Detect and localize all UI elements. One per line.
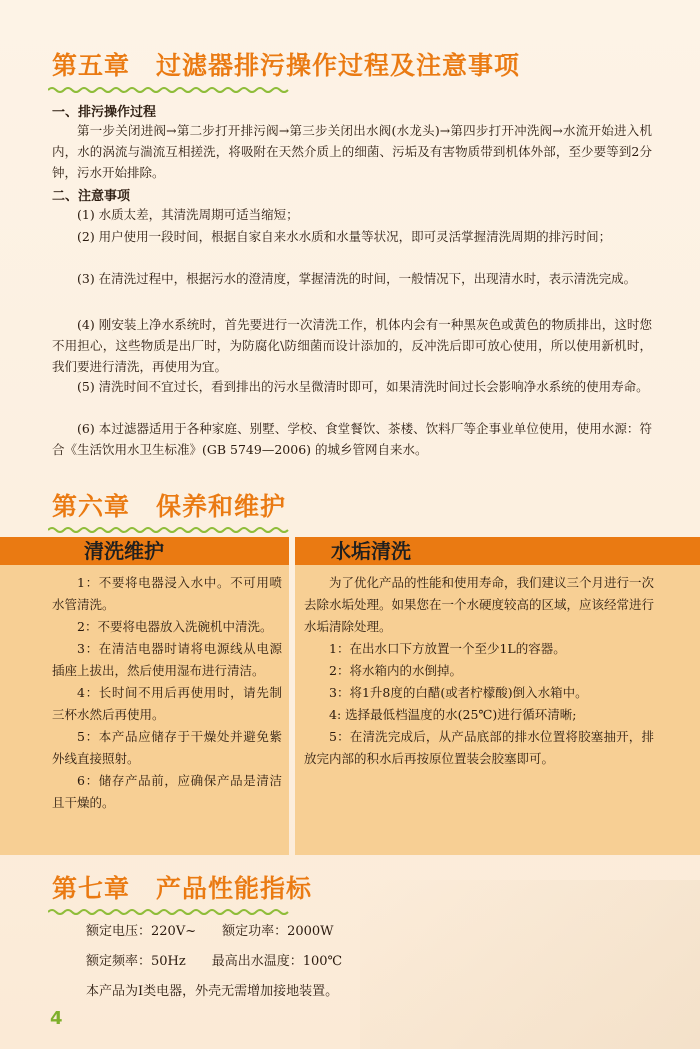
list-item: 4: 选择最低档温度的水(25℃)进行循环清晰; xyxy=(329,707,577,722)
chapter7-title: 第七章 产品性能指标 xyxy=(52,874,313,903)
section-drain-process-heading: 一、排污操作过程 xyxy=(52,105,157,120)
section-notes-heading: 二、注意事项 xyxy=(52,189,131,204)
note-item: (2) 用户使用一段时间，根据自家自来水水质和水量等状况，即可灵活掌握清洗周期的排污时间； xyxy=(77,229,612,244)
chapter6-title: 第六章 保养和维护 xyxy=(52,492,287,521)
list-item: 1：不要将电器浸入水中。不可用喷水管清洗。 xyxy=(52,575,282,612)
descaling-title: 水垢清洗 xyxy=(331,539,411,563)
chapter6-wave-divider xyxy=(48,526,294,534)
spec-frequency-temperature: 额定频率：50Hz 最高出水温度：100℃ xyxy=(86,954,343,969)
list-item: 5：在清洗完成后，从产品底部的排水位置将胶塞抽开，排放完内部的积水后再按原位置装会胶塞即可。 xyxy=(304,729,654,766)
list-item: 为了优化产品的性能和使用寿命，我们建议三个月进行一次去除水垢处理。如果您在一个水硬度较高的区域，应该经常进行水垢清除处理。 xyxy=(304,575,655,634)
background-decoration xyxy=(360,880,700,1049)
list-item: 3：在清洁电器时请将电源线从电源插座上拔出，然后使用湿布进行清洁。 xyxy=(52,641,282,678)
list-item: 3：将1升8度的白醋(或者柠檬酸)倒入水箱中。 xyxy=(329,685,588,700)
note-item: (4) 刚安装上净水系统时，首先要进行一次清洗工作，机体内会有一种黑灰色或黄色的物质排出，这时您不用担心，这些物质是出厂时，为防腐化\防细菌而设计添加的，反冲洗后即可放心使用，所以使用新机时，我们要进行清洗，再使用为宜。 xyxy=(52,317,652,374)
cleaning-maintenance-list xyxy=(52,572,282,814)
note-item: (5) 清洗时间不宜过长，看到排出的污水呈微清时即可，如果清洗时间过长会影响净水系统的使用寿命。 xyxy=(77,379,649,394)
note-item: (6) 本过滤器适用于各种家庭、别墅、学校、食堂餐饮、茶楼、饮料厂等企事业单位使用，使用水源：符合《生活饮用水卫生标准》(GB 5749—2006) 的城乡管网自来水。 xyxy=(52,421,652,457)
spec-electrical-class: 本产品为Ⅰ类电器，外壳无需增加接地装置。 xyxy=(86,984,339,999)
list-item: 5：本产品应储存于干燥处并避免紫外线直接照射。 xyxy=(52,729,282,766)
chapter5-title: 第五章 过滤器排污操作过程及注意事项 xyxy=(52,51,521,80)
chapter5-wave-divider xyxy=(48,86,294,94)
chapter7-wave-divider xyxy=(48,908,294,916)
spec-voltage-power: 额定电压：220V~ 额定功率：2000W xyxy=(86,924,334,939)
note-item: (1) 水质太差，其清洗周期可适当缩短； xyxy=(77,207,299,222)
list-item: 2：将水箱内的水倒掉。 xyxy=(329,663,462,678)
list-item: 2：不要将电器放入洗碗机中清洗。 xyxy=(77,619,273,634)
cleaning-maintenance-title: 清洗维护 xyxy=(84,539,164,563)
list-item: 4：长时间不用后再使用时，请先制三杯水然后再使用。 xyxy=(52,685,282,722)
drain-process-text: 第一步关闭进阀→第二步打开排污阀→第三步关闭出水阀(水龙头)→第四步打开冲洗阀→水流开始进入机内，水的涡流与湍流互相搓洗，将吸附在天然介质上的细菌、污垢及有害物质带到机体外部，至少要等到2分钟，污水开始排除。 xyxy=(52,123,652,180)
page-number: 4 xyxy=(50,1008,63,1029)
note-item: (3) 在清洗过程中，根据污水的澄清度，掌握清洗的时间，一般情况下，出现清水时，表示清洗完成。 xyxy=(77,271,637,286)
list-item: 1：在出水口下方放置一个至少1L的容器。 xyxy=(329,641,566,656)
list-item: 6：储存产品前，应确保产品是清洁且干燥的。 xyxy=(52,773,282,810)
descaling-list xyxy=(304,572,654,770)
